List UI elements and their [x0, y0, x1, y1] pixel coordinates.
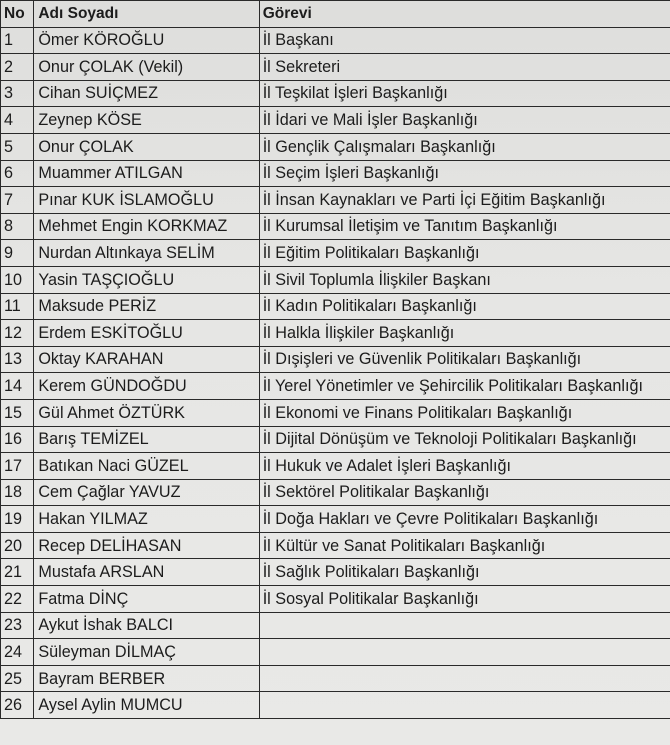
cell-name: Aykut İshak BALCI	[34, 612, 259, 639]
table-row	[1, 399, 670, 426]
table-row	[1, 213, 670, 240]
cell-duty: İl Hukuk ve Adalet İşleri Başkanlığı	[259, 453, 670, 480]
table-row	[1, 346, 670, 373]
cell-duty: İl Halkla İlişkiler Başkanlığı	[259, 320, 670, 347]
table-row	[1, 612, 670, 639]
cell-no: 21	[1, 559, 34, 586]
cell-duty: İl Yerel Yönetimler ve Şehircilik Politikaları Başkanlığı	[259, 373, 670, 400]
cell-name: Yasin TAŞÇIOĞLU	[34, 266, 259, 293]
cell-name: Gül Ahmet ÖZTÜRK	[34, 399, 259, 426]
cell-name: Oktay KARAHAN	[34, 346, 259, 373]
cell-no: 26	[1, 692, 34, 719]
cell-duty: İl Teşkilat İşleri Başkanlığı	[259, 80, 670, 107]
cell-name: Mehmet Engin KORKMAZ	[34, 213, 259, 240]
cell-duty	[259, 692, 670, 719]
cell-name: Zeynep KÖSE	[34, 107, 259, 134]
cell-name: Fatma DİNÇ	[34, 586, 259, 613]
table-row	[1, 532, 670, 559]
table-row	[1, 453, 670, 480]
cell-duty: İl Eğitim Politikaları Başkanlığı	[259, 240, 670, 267]
table-row	[1, 133, 670, 160]
cell-duty: İl Başkanı	[259, 27, 670, 54]
cell-no: 4	[1, 107, 34, 134]
table-row	[1, 506, 670, 533]
header-no: No	[1, 1, 34, 28]
cell-no: 25	[1, 665, 34, 692]
header-duty: Görevi	[259, 1, 670, 28]
cell-name: Onur ÇOLAK	[34, 133, 259, 160]
table-body	[1, 27, 670, 718]
cell-duty: İl Dışişleri ve Güvenlik Politikaları Başkanlığı	[259, 346, 670, 373]
cell-duty: İl Sivil Toplumla İlişkiler Başkanı	[259, 266, 670, 293]
table-row	[1, 559, 670, 586]
cell-name: Cihan SUİÇMEZ	[34, 80, 259, 107]
cell-no: 14	[1, 373, 34, 400]
cell-duty: İl Kadın Politikaları Başkanlığı	[259, 293, 670, 320]
cell-duty: İl Doğa Hakları ve Çevre Politikaları Başkanlığı	[259, 506, 670, 533]
cell-no: 19	[1, 506, 34, 533]
cell-no: 13	[1, 346, 34, 373]
table-row	[1, 586, 670, 613]
cell-name: Ömer KÖROĞLU	[34, 27, 259, 54]
cell-duty: İl Gençlik Çalışmaları Başkanlığı	[259, 133, 670, 160]
cell-no: 3	[1, 80, 34, 107]
table-row	[1, 27, 670, 54]
cell-name: Kerem GÜNDOĞDU	[34, 373, 259, 400]
cell-duty: İl Sektörel Politikalar Başkanlığı	[259, 479, 670, 506]
cell-duty: İl Sekreteri	[259, 54, 670, 81]
table-row	[1, 160, 670, 187]
cell-no: 5	[1, 133, 34, 160]
cell-name: Muammer ATILGAN	[34, 160, 259, 187]
header-name: Adı Soyadı	[34, 1, 259, 28]
table-row	[1, 107, 670, 134]
table-row	[1, 54, 670, 81]
cell-name: Süleyman DİLMAÇ	[34, 639, 259, 666]
cell-no: 23	[1, 612, 34, 639]
cell-name: Bayram BERBER	[34, 665, 259, 692]
cell-duty: İl İnsan Kaynakları ve Parti İçi Eğitim Başkanlığı	[259, 187, 670, 214]
cell-duty: İl Sosyal Politikalar Başkanlığı	[259, 586, 670, 613]
cell-name: Cem Çağlar YAVUZ	[34, 479, 259, 506]
table-row	[1, 479, 670, 506]
cell-no: 1	[1, 27, 34, 54]
cell-no: 24	[1, 639, 34, 666]
cell-no: 7	[1, 187, 34, 214]
cell-name: Nurdan Altınkaya SELİM	[34, 240, 259, 267]
cell-duty: İl Sağlık Politikaları Başkanlığı	[259, 559, 670, 586]
cell-duty: İl Seçim İşleri Başkanlığı	[259, 160, 670, 187]
table-row	[1, 240, 670, 267]
cell-duty: İl Kurumsal İletişim ve Tanıtım Başkanlığı	[259, 213, 670, 240]
cell-duty: İl İdari ve Mali İşler Başkanlığı	[259, 107, 670, 134]
cell-no: 22	[1, 586, 34, 613]
cell-no: 2	[1, 54, 34, 81]
cell-name: Erdem ESKİTOĞLU	[34, 320, 259, 347]
table-row	[1, 320, 670, 347]
cell-name: Batıkan Naci GÜZEL	[34, 453, 259, 480]
cell-duty: İl Ekonomi ve Finans Politikaları Başkanlığı	[259, 399, 670, 426]
cell-no: 16	[1, 426, 34, 453]
cell-name: Barış TEMİZEL	[34, 426, 259, 453]
table-row	[1, 692, 670, 719]
header-row	[1, 1, 670, 28]
cell-name: Pınar KUK İSLAMOĞLU	[34, 187, 259, 214]
cell-no: 10	[1, 266, 34, 293]
table-row	[1, 266, 670, 293]
cell-name: Mustafa ARSLAN	[34, 559, 259, 586]
cell-duty	[259, 612, 670, 639]
cell-no: 11	[1, 293, 34, 320]
cell-name: Onur ÇOLAK (Vekil)	[34, 54, 259, 81]
table-row	[1, 665, 670, 692]
table-row	[1, 426, 670, 453]
cell-no: 8	[1, 213, 34, 240]
table-row	[1, 80, 670, 107]
cell-no: 15	[1, 399, 34, 426]
cell-no: 9	[1, 240, 34, 267]
cell-no: 20	[1, 532, 34, 559]
cell-no: 12	[1, 320, 34, 347]
cell-name: Hakan YILMAZ	[34, 506, 259, 533]
table-row	[1, 373, 670, 400]
cell-no: 6	[1, 160, 34, 187]
table-row	[1, 187, 670, 214]
cell-duty: İl Kültür ve Sanat Politikaları Başkanlığı	[259, 532, 670, 559]
cell-duty	[259, 665, 670, 692]
cell-duty: İl Dijital Dönüşüm ve Teknoloji Politikaları Başkanlığı	[259, 426, 670, 453]
cell-duty	[259, 639, 670, 666]
cell-no: 18	[1, 479, 34, 506]
table-header	[1, 1, 670, 28]
cell-name: Recep DELİHASAN	[34, 532, 259, 559]
cell-name: Maksude PERİZ	[34, 293, 259, 320]
table-row	[1, 293, 670, 320]
cell-no: 17	[1, 453, 34, 480]
cell-name: Aysel Aylin MUMCU	[34, 692, 259, 719]
table-row	[1, 639, 670, 666]
